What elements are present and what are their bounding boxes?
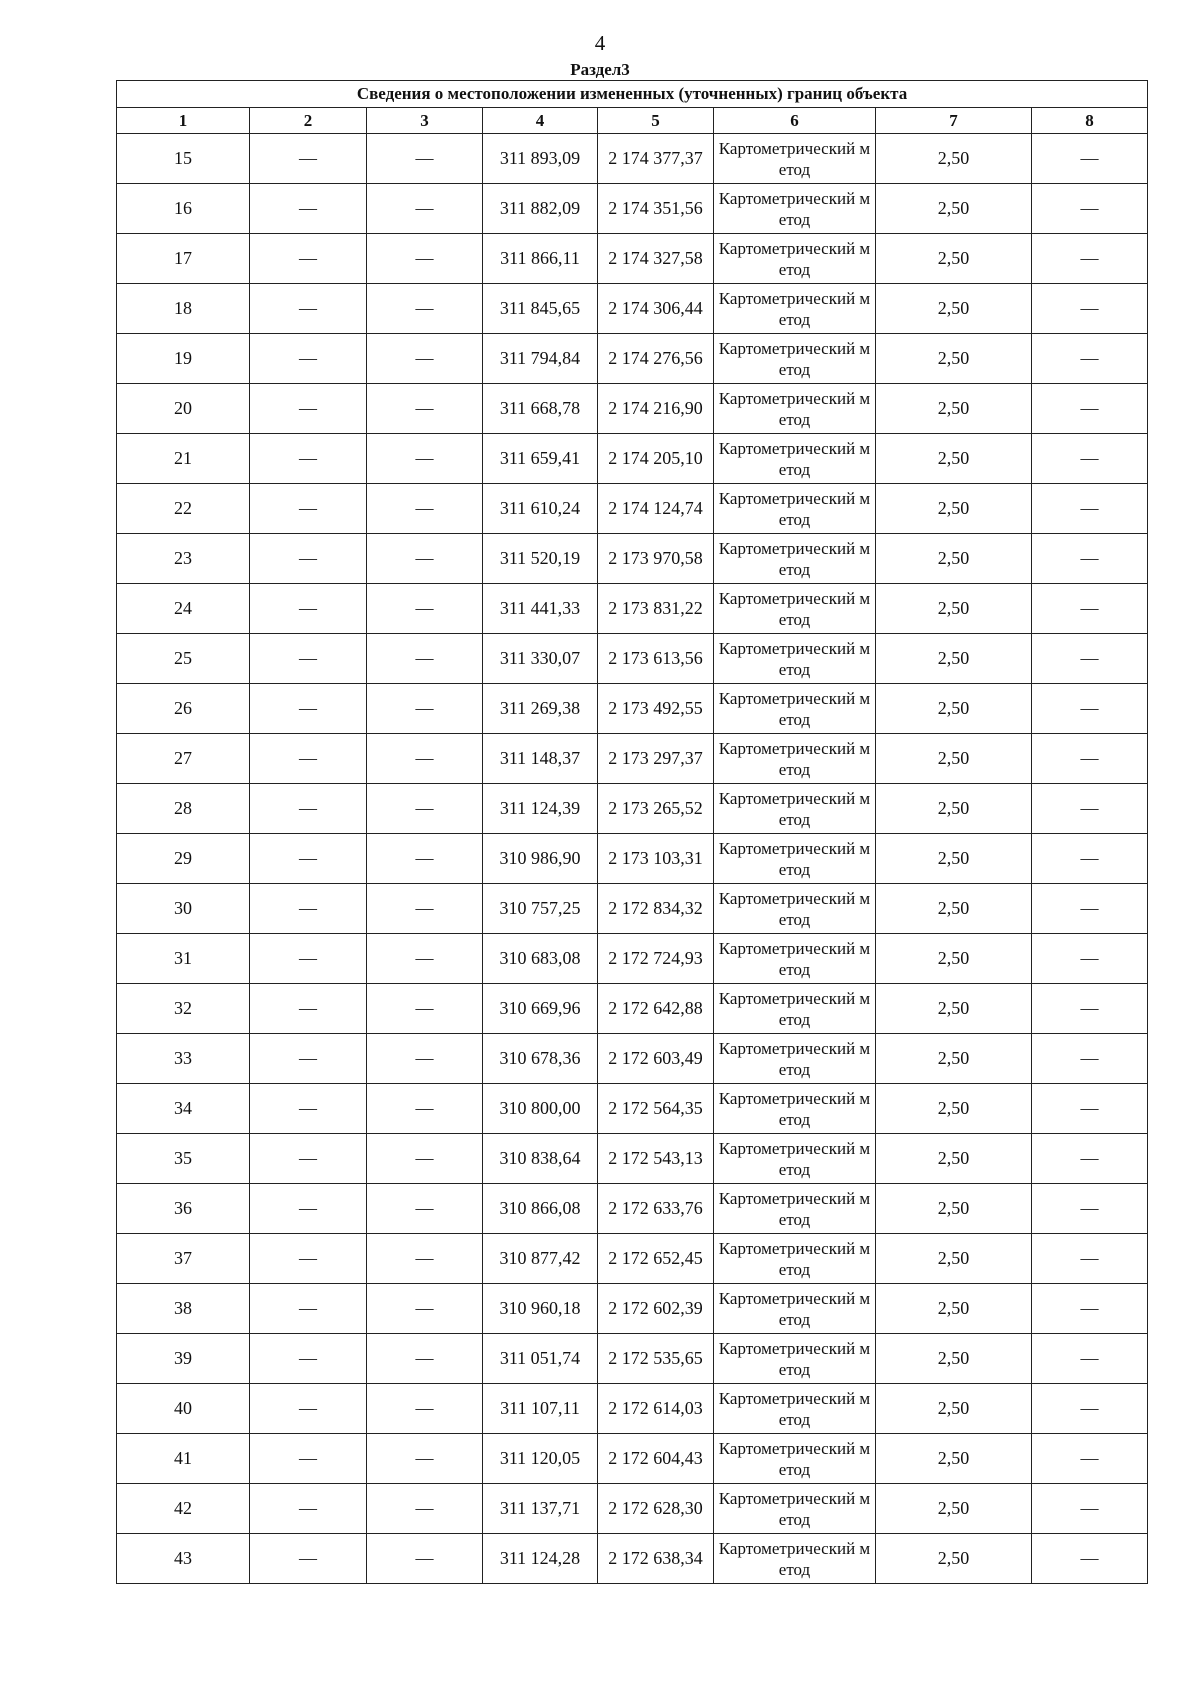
table-row xyxy=(117,334,1148,384)
col3-cell: — xyxy=(367,834,483,884)
col3-cell: — xyxy=(367,734,483,784)
accuracy-cell: 2,50 xyxy=(876,484,1032,534)
method-cell: Картометрический метод xyxy=(714,834,876,884)
x-coordinate-cell: 311 120,05 xyxy=(483,1434,598,1484)
col8-cell: — xyxy=(1032,1384,1148,1434)
col3-cell: — xyxy=(367,1084,483,1134)
x-coordinate-cell: 310 877,42 xyxy=(483,1234,598,1284)
method-cell: Картометрический метод xyxy=(714,1084,876,1134)
col3-cell: — xyxy=(367,634,483,684)
col8-cell: — xyxy=(1032,1334,1148,1384)
point-number-cell: 15 xyxy=(117,134,250,184)
col3-cell: — xyxy=(367,1034,483,1084)
column-header: 6 xyxy=(714,108,876,134)
point-number-cell: 23 xyxy=(117,534,250,584)
x-coordinate-cell: 311 659,41 xyxy=(483,434,598,484)
col2-cell: — xyxy=(250,1134,367,1184)
x-coordinate-cell: 311 882,09 xyxy=(483,184,598,234)
x-coordinate-cell: 311 441,33 xyxy=(483,584,598,634)
y-coordinate-cell: 2 174 377,37 xyxy=(598,134,714,184)
col2-cell: — xyxy=(250,434,367,484)
accuracy-cell: 2,50 xyxy=(876,684,1032,734)
col8-cell: — xyxy=(1032,684,1148,734)
table-row xyxy=(117,1234,1148,1284)
accuracy-cell: 2,50 xyxy=(876,234,1032,284)
col8-cell: — xyxy=(1032,634,1148,684)
table-row xyxy=(117,1084,1148,1134)
col3-cell: — xyxy=(367,1234,483,1284)
x-coordinate-cell: 310 669,96 xyxy=(483,984,598,1034)
col2-cell: — xyxy=(250,234,367,284)
point-number-cell: 29 xyxy=(117,834,250,884)
col3-cell: — xyxy=(367,534,483,584)
point-number-cell: 37 xyxy=(117,1234,250,1284)
method-cell: Картометрический метод xyxy=(714,484,876,534)
x-coordinate-cell: 310 960,18 xyxy=(483,1284,598,1334)
y-coordinate-cell: 2 173 297,37 xyxy=(598,734,714,784)
method-cell: Картометрический метод xyxy=(714,1434,876,1484)
point-number-cell: 31 xyxy=(117,934,250,984)
accuracy-cell: 2,50 xyxy=(876,584,1032,634)
column-header: 2 xyxy=(250,108,367,134)
point-number-cell: 33 xyxy=(117,1034,250,1084)
method-cell: Картометрический метод xyxy=(714,984,876,1034)
table-row xyxy=(117,384,1148,434)
x-coordinate-cell: 311 794,84 xyxy=(483,334,598,384)
accuracy-cell: 2,50 xyxy=(876,1484,1032,1534)
col3-cell: — xyxy=(367,284,483,334)
method-cell: Картометрический метод xyxy=(714,884,876,934)
method-cell: Картометрический метод xyxy=(714,734,876,784)
table-row xyxy=(117,284,1148,334)
col8-cell: — xyxy=(1032,1234,1148,1284)
accuracy-cell: 2,50 xyxy=(876,134,1032,184)
x-coordinate-cell: 311 866,11 xyxy=(483,234,598,284)
col8-cell: — xyxy=(1032,1484,1148,1534)
method-cell: Картометрический метод xyxy=(714,1234,876,1284)
x-coordinate-cell: 310 866,08 xyxy=(483,1184,598,1234)
col8-cell: — xyxy=(1032,1184,1148,1234)
column-header: 5 xyxy=(598,108,714,134)
accuracy-cell: 2,50 xyxy=(876,884,1032,934)
accuracy-cell: 2,50 xyxy=(876,784,1032,834)
y-coordinate-cell: 2 172 633,76 xyxy=(598,1184,714,1234)
point-number-cell: 17 xyxy=(117,234,250,284)
x-coordinate-cell: 311 330,07 xyxy=(483,634,598,684)
y-coordinate-cell: 2 174 205,10 xyxy=(598,434,714,484)
method-cell: Картометрический метод xyxy=(714,1384,876,1434)
col3-cell: — xyxy=(367,134,483,184)
table-row xyxy=(117,684,1148,734)
col2-cell: — xyxy=(250,584,367,634)
point-number-cell: 34 xyxy=(117,1084,250,1134)
accuracy-cell: 2,50 xyxy=(876,1234,1032,1284)
table-caption-row xyxy=(117,81,1148,108)
table-caption: Сведения о местоположении измененных (уточненных) границ объекта xyxy=(117,81,1148,108)
y-coordinate-cell: 2 172 652,45 xyxy=(598,1234,714,1284)
col8-cell: — xyxy=(1032,184,1148,234)
y-coordinate-cell: 2 174 351,56 xyxy=(598,184,714,234)
point-number-cell: 26 xyxy=(117,684,250,734)
method-cell: Картометрический метод xyxy=(714,1284,876,1334)
table-row xyxy=(117,884,1148,934)
point-number-cell: 28 xyxy=(117,784,250,834)
y-coordinate-cell: 2 174 124,74 xyxy=(598,484,714,534)
x-coordinate-cell: 310 683,08 xyxy=(483,934,598,984)
accuracy-cell: 2,50 xyxy=(876,1384,1032,1434)
table-row xyxy=(117,584,1148,634)
y-coordinate-cell: 2 173 492,55 xyxy=(598,684,714,734)
col3-cell: — xyxy=(367,1484,483,1534)
col2-cell: — xyxy=(250,1184,367,1234)
col2-cell: — xyxy=(250,184,367,234)
point-number-cell: 24 xyxy=(117,584,250,634)
x-coordinate-cell: 311 124,28 xyxy=(483,1534,598,1584)
point-number-cell: 35 xyxy=(117,1134,250,1184)
point-number-cell: 39 xyxy=(117,1334,250,1384)
y-coordinate-cell: 2 173 103,31 xyxy=(598,834,714,884)
y-coordinate-cell: 2 173 265,52 xyxy=(598,784,714,834)
method-cell: Картометрический метод xyxy=(714,1334,876,1384)
col2-cell: — xyxy=(250,334,367,384)
y-coordinate-cell: 2 173 970,58 xyxy=(598,534,714,584)
table-row xyxy=(117,134,1148,184)
col3-cell: — xyxy=(367,1434,483,1484)
y-coordinate-cell: 2 173 831,22 xyxy=(598,584,714,634)
table-body xyxy=(117,134,1148,1584)
col3-cell: — xyxy=(367,584,483,634)
col8-cell: — xyxy=(1032,384,1148,434)
point-number-cell: 40 xyxy=(117,1384,250,1434)
y-coordinate-cell: 2 172 535,65 xyxy=(598,1334,714,1384)
x-coordinate-cell: 311 051,74 xyxy=(483,1334,598,1384)
x-coordinate-cell: 311 893,09 xyxy=(483,134,598,184)
col2-cell: — xyxy=(250,1484,367,1534)
column-header: 4 xyxy=(483,108,598,134)
table-row xyxy=(117,784,1148,834)
col8-cell: — xyxy=(1032,134,1148,184)
method-cell: Картометрический метод xyxy=(714,934,876,984)
col8-cell: — xyxy=(1032,934,1148,984)
col8-cell: — xyxy=(1032,1034,1148,1084)
method-cell: Картометрический метод xyxy=(714,534,876,584)
col3-cell: — xyxy=(367,184,483,234)
y-coordinate-cell: 2 172 604,43 xyxy=(598,1434,714,1484)
col2-cell: — xyxy=(250,1534,367,1584)
point-number-cell: 42 xyxy=(117,1484,250,1534)
accuracy-cell: 2,50 xyxy=(876,734,1032,784)
y-coordinate-cell: 2 172 724,93 xyxy=(598,934,714,984)
col2-cell: — xyxy=(250,284,367,334)
method-cell: Картометрический метод xyxy=(714,1484,876,1534)
point-number-cell: 32 xyxy=(117,984,250,1034)
column-header: 1 xyxy=(117,108,250,134)
y-coordinate-cell: 2 174 216,90 xyxy=(598,384,714,434)
accuracy-cell: 2,50 xyxy=(876,1334,1032,1384)
x-coordinate-cell: 311 610,24 xyxy=(483,484,598,534)
col8-cell: — xyxy=(1032,534,1148,584)
method-cell: Картометрический метод xyxy=(714,284,876,334)
x-coordinate-cell: 310 838,64 xyxy=(483,1134,598,1184)
point-number-cell: 20 xyxy=(117,384,250,434)
table-row xyxy=(117,1184,1148,1234)
method-cell: Картометрический метод xyxy=(714,634,876,684)
page-number: 4 xyxy=(594,31,606,55)
col2-cell: — xyxy=(250,1284,367,1334)
table-row xyxy=(117,184,1148,234)
y-coordinate-cell: 2 172 564,35 xyxy=(598,1084,714,1134)
accuracy-cell: 2,50 xyxy=(876,1284,1032,1334)
accuracy-cell: 2,50 xyxy=(876,634,1032,684)
accuracy-cell: 2,50 xyxy=(876,534,1032,584)
method-cell: Картометрический метод xyxy=(714,784,876,834)
accuracy-cell: 2,50 xyxy=(876,334,1032,384)
table-row xyxy=(117,1534,1148,1584)
y-coordinate-cell: 2 174 276,56 xyxy=(598,334,714,384)
col8-cell: — xyxy=(1032,484,1148,534)
y-coordinate-cell: 2 172 834,32 xyxy=(598,884,714,934)
x-coordinate-cell: 310 757,25 xyxy=(483,884,598,934)
col3-cell: — xyxy=(367,934,483,984)
col8-cell: — xyxy=(1032,1084,1148,1134)
col2-cell: — xyxy=(250,484,367,534)
col2-cell: — xyxy=(250,834,367,884)
point-number-cell: 41 xyxy=(117,1434,250,1484)
col3-cell: — xyxy=(367,434,483,484)
col3-cell: — xyxy=(367,484,483,534)
method-cell: Картометрический метод xyxy=(714,434,876,484)
col3-cell: — xyxy=(367,334,483,384)
point-number-cell: 21 xyxy=(117,434,250,484)
col8-cell: — xyxy=(1032,734,1148,784)
table-row xyxy=(117,834,1148,884)
x-coordinate-cell: 311 845,65 xyxy=(483,284,598,334)
x-coordinate-cell: 310 678,36 xyxy=(483,1034,598,1084)
col2-cell: — xyxy=(250,534,367,584)
table-row xyxy=(117,1434,1148,1484)
table-row xyxy=(117,1384,1148,1434)
col3-cell: — xyxy=(367,1384,483,1434)
col8-cell: — xyxy=(1032,784,1148,834)
column-header: 7 xyxy=(876,108,1032,134)
accuracy-cell: 2,50 xyxy=(876,834,1032,884)
col2-cell: — xyxy=(250,684,367,734)
column-header: 3 xyxy=(367,108,483,134)
y-coordinate-cell: 2 172 543,13 xyxy=(598,1134,714,1184)
col2-cell: — xyxy=(250,1034,367,1084)
x-coordinate-cell: 311 137,71 xyxy=(483,1484,598,1534)
col2-cell: — xyxy=(250,134,367,184)
method-cell: Картометрический метод xyxy=(714,184,876,234)
col8-cell: — xyxy=(1032,234,1148,284)
table-row xyxy=(117,534,1148,584)
col8-cell: — xyxy=(1032,1534,1148,1584)
accuracy-cell: 2,50 xyxy=(876,1434,1032,1484)
point-number-cell: 36 xyxy=(117,1184,250,1234)
accuracy-cell: 2,50 xyxy=(876,184,1032,234)
table-row xyxy=(117,234,1148,284)
table-row xyxy=(117,1334,1148,1384)
column-header: 8 xyxy=(1032,108,1148,134)
col8-cell: — xyxy=(1032,334,1148,384)
col2-cell: — xyxy=(250,884,367,934)
method-cell: Картометрический метод xyxy=(714,134,876,184)
col8-cell: — xyxy=(1032,884,1148,934)
col3-cell: — xyxy=(367,784,483,834)
col3-cell: — xyxy=(367,684,483,734)
x-coordinate-cell: 310 800,00 xyxy=(483,1084,598,1134)
y-coordinate-cell: 2 172 602,39 xyxy=(598,1284,714,1334)
col3-cell: — xyxy=(367,234,483,284)
x-coordinate-cell: 311 124,39 xyxy=(483,784,598,834)
col8-cell: — xyxy=(1032,1434,1148,1484)
x-coordinate-cell: 311 107,11 xyxy=(483,1384,598,1434)
col3-cell: — xyxy=(367,384,483,434)
method-cell: Картометрический метод xyxy=(714,334,876,384)
col2-cell: — xyxy=(250,1334,367,1384)
col2-cell: — xyxy=(250,1384,367,1434)
col2-cell: — xyxy=(250,984,367,1034)
x-coordinate-cell: 310 986,90 xyxy=(483,834,598,884)
method-cell: Картометрический метод xyxy=(714,684,876,734)
table-row xyxy=(117,984,1148,1034)
accuracy-cell: 2,50 xyxy=(876,1034,1032,1084)
col2-cell: — xyxy=(250,1234,367,1284)
y-coordinate-cell: 2 172 642,88 xyxy=(598,984,714,1034)
table-row xyxy=(117,434,1148,484)
col2-cell: — xyxy=(250,934,367,984)
col2-cell: — xyxy=(250,1434,367,1484)
y-coordinate-cell: 2 174 327,58 xyxy=(598,234,714,284)
method-cell: Картометрический метод xyxy=(714,234,876,284)
y-coordinate-cell: 2 172 603,49 xyxy=(598,1034,714,1084)
column-header-row xyxy=(117,108,1148,134)
table-row xyxy=(117,1484,1148,1534)
point-number-cell: 38 xyxy=(117,1284,250,1334)
col8-cell: — xyxy=(1032,984,1148,1034)
method-cell: Картометрический метод xyxy=(714,384,876,434)
point-number-cell: 18 xyxy=(117,284,250,334)
method-cell: Картометрический метод xyxy=(714,1184,876,1234)
col8-cell: — xyxy=(1032,1284,1148,1334)
col3-cell: — xyxy=(367,1134,483,1184)
table-row xyxy=(117,1134,1148,1184)
col2-cell: — xyxy=(250,784,367,834)
x-coordinate-cell: 311 269,38 xyxy=(483,684,598,734)
table-row xyxy=(117,934,1148,984)
method-cell: Картометрический метод xyxy=(714,1134,876,1184)
table-row xyxy=(117,634,1148,684)
table-row xyxy=(117,1034,1148,1084)
point-number-cell: 22 xyxy=(117,484,250,534)
table-row xyxy=(117,734,1148,784)
col3-cell: — xyxy=(367,1334,483,1384)
col8-cell: — xyxy=(1032,284,1148,334)
y-coordinate-cell: 2 172 628,30 xyxy=(598,1484,714,1534)
col8-cell: — xyxy=(1032,434,1148,484)
col2-cell: — xyxy=(250,634,367,684)
col2-cell: — xyxy=(250,384,367,434)
col8-cell: — xyxy=(1032,1134,1148,1184)
method-cell: Картометрический метод xyxy=(714,584,876,634)
point-number-cell: 19 xyxy=(117,334,250,384)
x-coordinate-cell: 311 148,37 xyxy=(483,734,598,784)
section-title: Раздел3 xyxy=(570,60,630,79)
x-coordinate-cell: 311 668,78 xyxy=(483,384,598,434)
col3-cell: — xyxy=(367,1184,483,1234)
method-cell: Картометрический метод xyxy=(714,1534,876,1584)
col2-cell: — xyxy=(250,1084,367,1134)
y-coordinate-cell: 2 172 614,03 xyxy=(598,1384,714,1434)
col3-cell: — xyxy=(367,984,483,1034)
point-number-cell: 43 xyxy=(117,1534,250,1584)
y-coordinate-cell: 2 172 638,34 xyxy=(598,1534,714,1584)
boundary-coordinates-table xyxy=(116,80,1148,1584)
table-row xyxy=(117,1284,1148,1334)
accuracy-cell: 2,50 xyxy=(876,1134,1032,1184)
accuracy-cell: 2,50 xyxy=(876,1534,1032,1584)
point-number-cell: 16 xyxy=(117,184,250,234)
accuracy-cell: 2,50 xyxy=(876,984,1032,1034)
point-number-cell: 27 xyxy=(117,734,250,784)
accuracy-cell: 2,50 xyxy=(876,434,1032,484)
col8-cell: — xyxy=(1032,834,1148,884)
x-coordinate-cell: 311 520,19 xyxy=(483,534,598,584)
accuracy-cell: 2,50 xyxy=(876,934,1032,984)
accuracy-cell: 2,50 xyxy=(876,384,1032,434)
col3-cell: — xyxy=(367,1534,483,1584)
y-coordinate-cell: 2 174 306,44 xyxy=(598,284,714,334)
col3-cell: — xyxy=(367,884,483,934)
col8-cell: — xyxy=(1032,584,1148,634)
accuracy-cell: 2,50 xyxy=(876,284,1032,334)
accuracy-cell: 2,50 xyxy=(876,1084,1032,1134)
col3-cell: — xyxy=(367,1284,483,1334)
point-number-cell: 30 xyxy=(117,884,250,934)
method-cell: Картометрический метод xyxy=(714,1034,876,1084)
y-coordinate-cell: 2 173 613,56 xyxy=(598,634,714,684)
accuracy-cell: 2,50 xyxy=(876,1184,1032,1234)
table-row xyxy=(117,484,1148,534)
point-number-cell: 25 xyxy=(117,634,250,684)
col2-cell: — xyxy=(250,734,367,784)
